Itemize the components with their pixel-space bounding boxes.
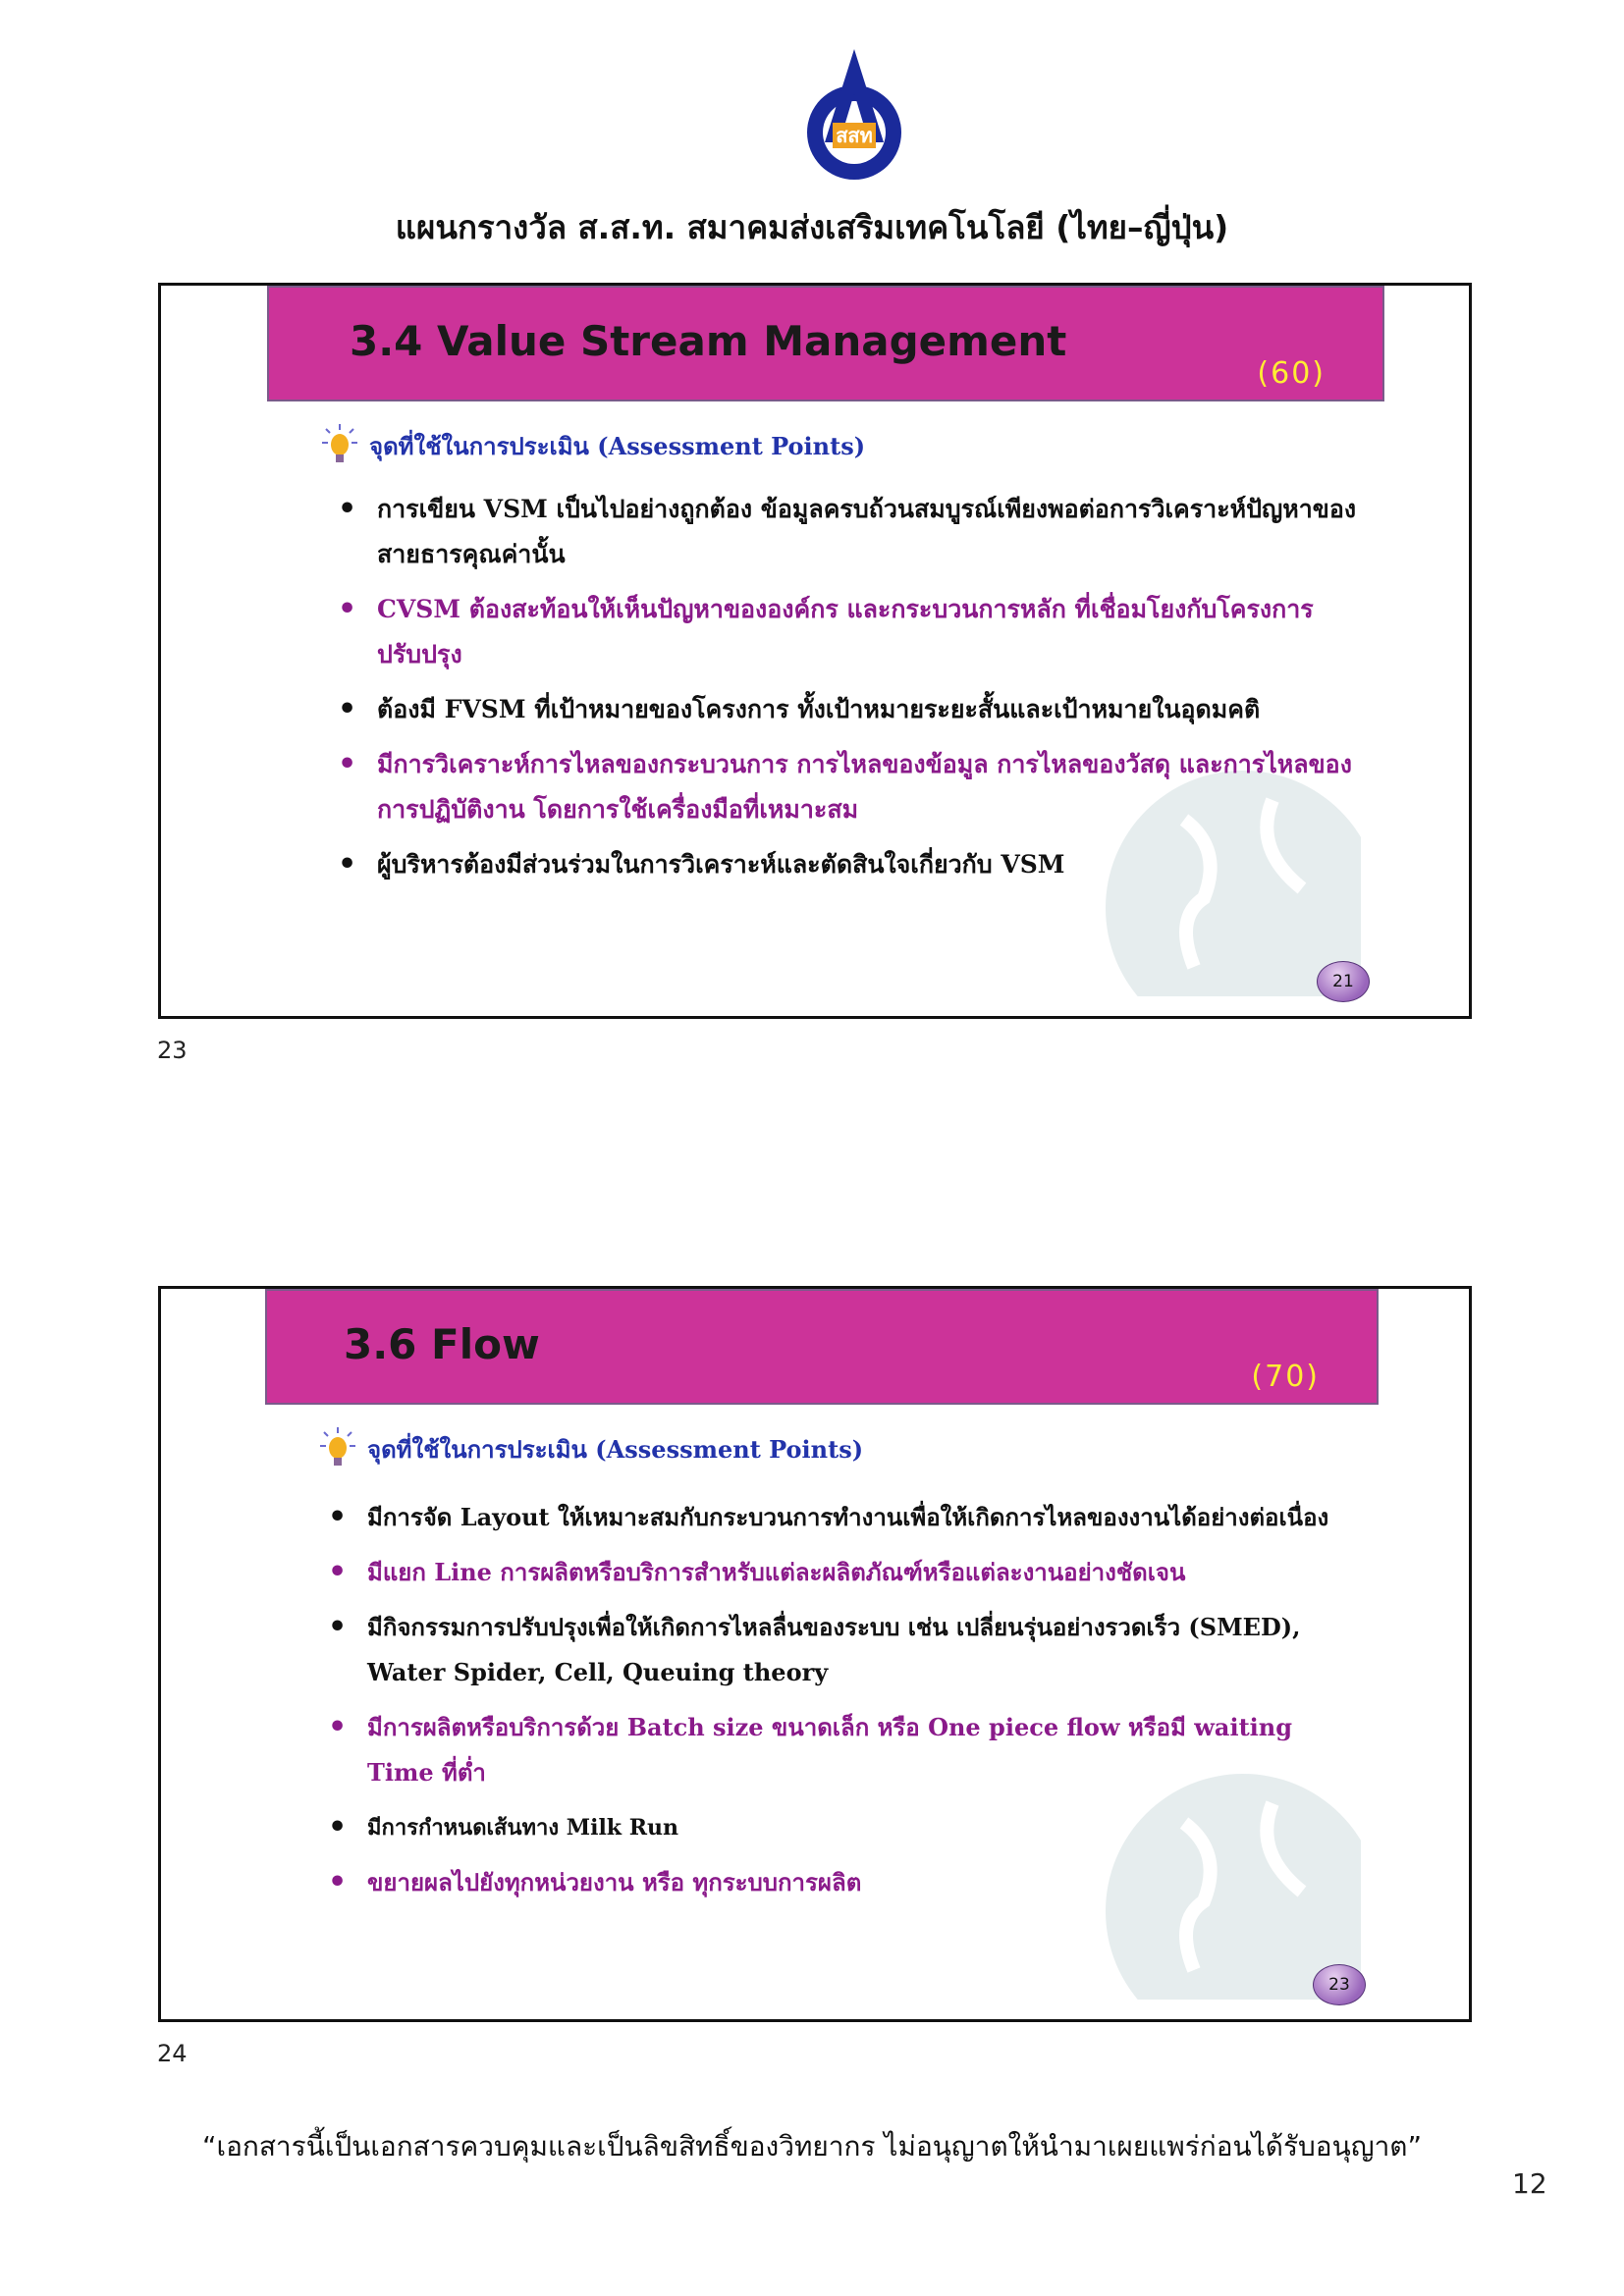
bullet-list (338, 487, 1359, 897)
page-label: 23 (157, 1037, 188, 1064)
copyright-notice: “เอกสารนี้เป็นเอกสารควบคุมและเป็นลิขสิทธิ์ของวิทยากร ไม่อนุญาตให้นำมาเผยแพร่ก่อนได้รับอนุญาต” (202, 2130, 1422, 2163)
slide-title: 3.6 Flow (344, 1320, 540, 1368)
bullet-item: • มีการจัด Layout ให้เหมาะสมกับกระบวนการทำงานเพื่อให้เกิดการไหลของงานได้อย่างต่อเนื่อง (328, 1495, 1329, 1540)
bullet-item: • ผู้บริหารต้องมีส่วนร่วมในการวิเคราะห์และตัดสินใจเกี่ยวกับ VSM (338, 842, 1359, 887)
bullet-list (328, 1495, 1329, 1915)
slide-flow (158, 1286, 1472, 2022)
lightbulb-icon (316, 1426, 359, 1471)
bullet-item: • ต้องมี FVSM ที่เป้าหมายของโครงการ ทั้งเป้าหมายระยะสั้นและเป้าหมายในอุดมคติ (338, 687, 1359, 732)
slide-score: (60) (1257, 356, 1326, 391)
slide-score: (70) (1251, 1360, 1320, 1394)
assessment-label: จุดที่ใช้ในการประเมิน (Assessment Points) (369, 431, 866, 460)
slide-header (265, 1289, 1379, 1405)
document-title: แผนกรางวัล ส.ส.ท. สมาคมส่งเสริมเทคโนโลยี (ไทย–ญี่ปุ่น) (395, 208, 1229, 246)
bullet-item: • ขยายผลไปยังทุกหน่วยงาน หรือ ทุกระบบการผลิต (328, 1860, 1329, 1905)
assessment-heading (316, 1426, 863, 1471)
bullet-item: • CVSM ต้องสะท้อนให้เห็นปัญหาขององค์กร และกระบวนการหลัก ที่เชื่อมโยงกับโครงการปรับปรุง (338, 587, 1359, 677)
bullet-item: • มีกิจกรรมการปรับปรุงเพื่อให้เกิดการไหลลื่นของระบบ เช่น เปลี่ยนรุ่นอย่างรวดเร็ว (SMED), Water Spider, Cell, Queuing theory (328, 1605, 1329, 1695)
bullet-item: • มีการวิเคราะห์การไหลของกระบวนการ การไหลของข้อมูล การไหลของวัสดุ และการไหลของการปฏิบัติงาน โดยการใช้เครื่องมือที่เหมาะสม (338, 742, 1359, 832)
page-label: 24 (157, 2040, 188, 2067)
assessment-heading (318, 423, 865, 468)
page-number: 12 (1512, 2167, 1547, 2200)
slide-value-stream-management (158, 283, 1472, 1019)
lightbulb-icon (318, 423, 361, 468)
slide-header (267, 286, 1384, 401)
slide-number-badge: 23 (1313, 1964, 1366, 2005)
slide-number-badge: 21 (1317, 961, 1370, 1002)
svg-text:สสท: สสท (836, 124, 873, 147)
association-logo (795, 44, 913, 182)
assessment-label: จุดที่ใช้ในการประเมิน (Assessment Points) (367, 1434, 864, 1464)
bullet-item: • มีการผลิตหรือบริการด้วย Batch size ขนาดเล็ก หรือ One piece flow หรือมี waiting Time ที่ต่ำ (328, 1705, 1329, 1795)
bullet-item: • มีแยก Line การผลิตหรือบริการสำหรับแต่ละผลิตภัณฑ์หรือแต่ละงานอย่างชัดเจน (328, 1550, 1329, 1595)
slide-title: 3.4 Value Stream Management (350, 317, 1067, 365)
bullet-item: • มีการกำหนดเส้นทาง Milk Run (328, 1805, 1329, 1850)
bullet-item: • การเขียน VSM เป็นไปอย่างถูกต้อง ข้อมูลครบถ้วนสมบูรณ์เพียงพอต่อการวิเคราะห์ปัญหาของสายธารคุณค่านั้น (338, 487, 1359, 577)
